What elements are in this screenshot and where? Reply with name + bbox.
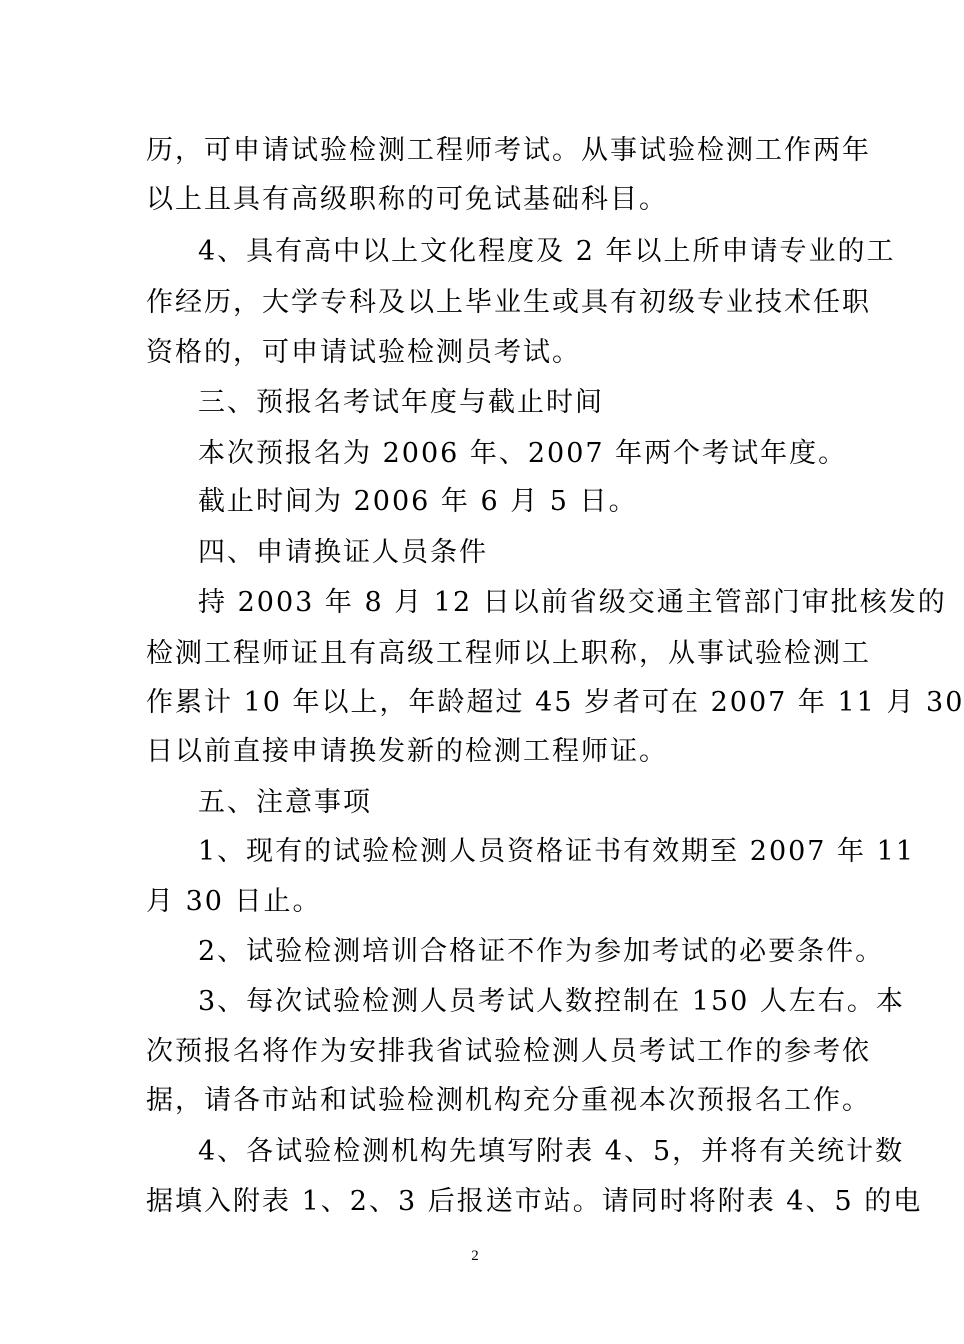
text-line: 历，可申请试验检测工程师考试。从事试验检测工作两年 [146, 135, 871, 166]
text-line: 2、试验检测培训合格证不作为参加考试的必要条件。 [198, 936, 885, 967]
text-line: 4、各试验检测机构先填写附表 4、5，并将有关统计数 [198, 1136, 905, 1167]
section-heading: 四、申请换证人员条件 [198, 537, 488, 568]
page-number: 2 [471, 1248, 479, 1264]
text-line: 日以前直接申请换发新的检测工程师证。 [146, 736, 668, 767]
section-heading: 五、注意事项 [198, 787, 372, 818]
text-line: 次预报名将作为安排我省试验检测人员考试工作的参考依 [146, 1036, 871, 1067]
text-line: 本次预报名为 2006 年、2007 年两个考试年度。 [198, 438, 848, 469]
text-line: 据，请各市站和试验检测机构充分重视本次预报名工作。 [146, 1085, 871, 1116]
text-line: 3、每次试验检测人员考试人数控制在 150 人左右。本 [198, 986, 905, 1017]
section-heading: 三、预报名考试年度与截止时间 [198, 387, 604, 418]
text-line: 持 2003 年 8 月 12 日以前省级交通主管部门审批核发的 [198, 587, 947, 618]
text-line: 4、具有高中以上文化程度及 2 年以上所申请专业的工 [198, 236, 896, 267]
text-line: 作经历，大学专科及以上毕业生或具有初级专业技术任职 [146, 287, 871, 318]
text-line: 月 30 日止。 [146, 886, 322, 917]
text-line: 截止时间为 2006 年 6 月 5 日。 [198, 486, 638, 517]
text-line: 资格的，可申请试验检测员考试。 [146, 337, 581, 368]
text-line: 作累计 10 年以上，年龄超过 45 岁者可在 2007 年 11 月 30 [146, 687, 964, 718]
text-line: 以上且具有高级职称的可免试基础科目。 [146, 184, 668, 215]
text-line: 1、现有的试验检测人员资格证书有效期至 2007 年 11 [198, 836, 915, 867]
text-line: 据填入附表 1、2、3 后报送市站。请同时将附表 4、5 的电 [146, 1186, 923, 1217]
text-line: 检测工程师证且有高级工程师以上职称，从事试验检测工 [146, 638, 871, 669]
